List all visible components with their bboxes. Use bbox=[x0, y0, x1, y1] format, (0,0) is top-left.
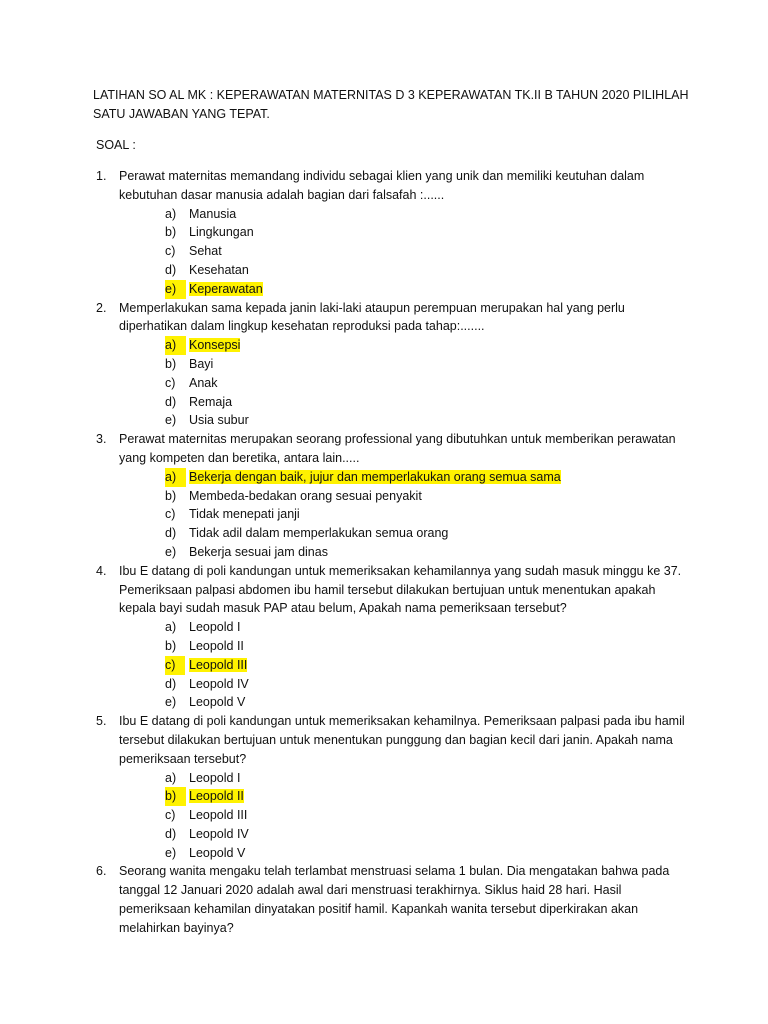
answer-option bbox=[119, 656, 686, 675]
answer-option bbox=[119, 637, 686, 656]
question-number: 5. bbox=[96, 714, 107, 729]
answer-option bbox=[119, 844, 686, 863]
option-text: Usia subur bbox=[189, 413, 249, 428]
soal-label: SOAL : bbox=[96, 138, 136, 152]
option-text: Membeda-bedakan orang sesuai penyakit bbox=[189, 488, 422, 503]
option-list bbox=[119, 468, 686, 562]
option-letter: c) bbox=[165, 808, 176, 823]
option-letter: b) bbox=[165, 787, 186, 806]
answer-option bbox=[119, 223, 686, 242]
document-header bbox=[93, 86, 693, 124]
question-item bbox=[96, 862, 686, 937]
option-letter: c) bbox=[165, 656, 185, 675]
question-item bbox=[96, 430, 686, 562]
option-text-highlighted: Konsepsi bbox=[189, 338, 241, 353]
answer-option bbox=[119, 675, 686, 694]
answer-option bbox=[119, 543, 686, 562]
answer-option bbox=[119, 393, 686, 412]
answer-option bbox=[119, 825, 686, 844]
answer-option bbox=[119, 769, 686, 788]
option-list bbox=[119, 618, 686, 712]
option-text-highlighted: Keperawatan bbox=[189, 281, 263, 296]
option-letter: d) bbox=[165, 526, 177, 541]
option-letter: e) bbox=[165, 845, 177, 860]
option-text: Leopold IV bbox=[189, 826, 249, 841]
answer-option bbox=[119, 205, 686, 224]
option-letter: b) bbox=[165, 638, 177, 653]
question-number: 2. bbox=[96, 300, 107, 315]
answer-option bbox=[119, 242, 686, 261]
answer-option bbox=[119, 280, 686, 299]
answer-option bbox=[119, 806, 686, 825]
option-text: Tidak menepati janji bbox=[189, 507, 300, 522]
option-text: Leopold IV bbox=[189, 676, 249, 691]
answer-option bbox=[119, 374, 686, 393]
option-text: Bayi bbox=[189, 356, 214, 371]
answer-option bbox=[119, 787, 686, 806]
option-letter: b) bbox=[165, 356, 177, 371]
option-list bbox=[119, 205, 686, 299]
option-letter: a) bbox=[165, 336, 186, 355]
option-text: Anak bbox=[189, 375, 218, 390]
answer-option bbox=[119, 618, 686, 637]
header-line-2: SATU JAWABAN YANG TEPAT. bbox=[93, 106, 270, 121]
question-item bbox=[96, 167, 686, 299]
question-text: Perawat maternitas merupakan seorang professional yang dibutuhkan untuk memberikan perawatan yang kompeten dan beretika, antara lain..... bbox=[119, 432, 676, 465]
option-list bbox=[119, 769, 686, 863]
option-text: Sehat bbox=[189, 244, 222, 259]
option-text: Leopold I bbox=[189, 770, 241, 785]
question-item bbox=[96, 712, 686, 862]
answer-option bbox=[119, 468, 686, 487]
question-item bbox=[96, 299, 686, 431]
option-letter: e) bbox=[165, 280, 186, 299]
answer-option bbox=[119, 355, 686, 374]
option-text: Leopold II bbox=[189, 638, 244, 653]
option-letter: a) bbox=[165, 468, 186, 487]
option-text-highlighted: Leopold II bbox=[189, 789, 244, 804]
answer-option bbox=[119, 261, 686, 280]
option-text: Leopold V bbox=[189, 695, 246, 710]
option-letter: e) bbox=[165, 413, 177, 428]
question-text: Seorang wanita mengaku telah terlambat menstruasi selama 1 bulan. Dia mengatakan bahwa pada tanggal 12 Januari 2020 adalah awal dari menstruasi terakhirnya. Siklus haid 28 hari. Hasil pemeriksaan kehamilan dinyatakan positif hamil. Kapankah wanita tersebut diperkirakan akan melahirkan bayinya? bbox=[119, 864, 670, 935]
option-letter: e) bbox=[165, 544, 177, 559]
option-text: Leopold III bbox=[189, 808, 248, 823]
option-text-highlighted: Bekerja dengan baik, jujur dan memperlakukan orang semua sama bbox=[189, 469, 561, 484]
question-text: Ibu E datang di poli kandungan untuk memeriksakan kehamilnya. Pemeriksaan palpasi pada ibu hamil tersebut dilakukan bertujuan untuk menentukan punggung dan bagian kecil dari janin. Apakah nama pemeriksaan tersebut? bbox=[119, 714, 685, 766]
question-text: Ibu E datang di poli kandungan untuk memeriksakan kehamilannya yang sudah masuk minggu ke 37. Pemeriksaan palpasi abdomen ibu hamil tersebut dilakukan bertujuan untuk menentukan apakah kepala bayi sudah masuk PAP atau belum, Apakah nama pemeriksaan tersebut? bbox=[119, 563, 682, 616]
answer-option bbox=[119, 336, 686, 355]
answer-option bbox=[119, 505, 686, 524]
option-text: Bekerja sesuai jam dinas bbox=[189, 544, 328, 559]
answer-option bbox=[119, 411, 686, 430]
option-letter: d) bbox=[165, 676, 177, 691]
option-letter: a) bbox=[165, 770, 177, 785]
option-letter: a) bbox=[165, 620, 177, 635]
option-letter: c) bbox=[165, 375, 176, 390]
question-number: 4. bbox=[96, 563, 107, 578]
option-letter: e) bbox=[165, 695, 177, 710]
option-letter: b) bbox=[165, 488, 177, 503]
option-list bbox=[119, 336, 686, 430]
answer-option bbox=[119, 693, 686, 712]
question-text: Memperlakukan sama kepada janin laki-laki ataupun perempuan merupakan hal yang perlu diperhatikan dalam lingkup kesehatan reproduksi pada tahap:....... bbox=[119, 300, 625, 334]
option-letter: b) bbox=[165, 225, 177, 240]
option-text: Kesehatan bbox=[189, 262, 249, 277]
option-letter: c) bbox=[165, 507, 176, 522]
question-number: 3. bbox=[96, 432, 107, 447]
option-text: Leopold V bbox=[189, 845, 246, 860]
answer-option bbox=[119, 524, 686, 543]
option-letter: d) bbox=[165, 826, 177, 841]
option-text: Remaja bbox=[189, 394, 233, 409]
option-text-highlighted: Leopold III bbox=[189, 657, 248, 672]
option-text: Leopold I bbox=[189, 620, 241, 635]
option-text: Lingkungan bbox=[189, 225, 254, 240]
option-text: Manusia bbox=[189, 206, 237, 221]
option-letter: d) bbox=[165, 394, 177, 409]
option-text: Tidak adil dalam memperlakukan semua orang bbox=[189, 526, 449, 541]
header-line-1: LATIHAN SO AL MK : KEPERAWATAN MATERNITAS D 3 KEPERAWATAN TK.II B TAHUN 2020 PILIHLAH bbox=[93, 88, 689, 102]
answer-option bbox=[119, 487, 686, 506]
option-letter: d) bbox=[165, 262, 177, 277]
option-letter: c) bbox=[165, 244, 176, 259]
question-list bbox=[96, 167, 686, 938]
option-letter: a) bbox=[165, 206, 177, 221]
question-item bbox=[96, 562, 686, 712]
question-number: 1. bbox=[96, 169, 107, 183]
question-number: 6. bbox=[96, 864, 107, 879]
question-text: Perawat maternitas memandang individu sebagai klien yang unik dan memiliki keutuhan dalam kebutuhan dasar manusia adalah bagian dari falsafah :...... bbox=[119, 169, 645, 202]
